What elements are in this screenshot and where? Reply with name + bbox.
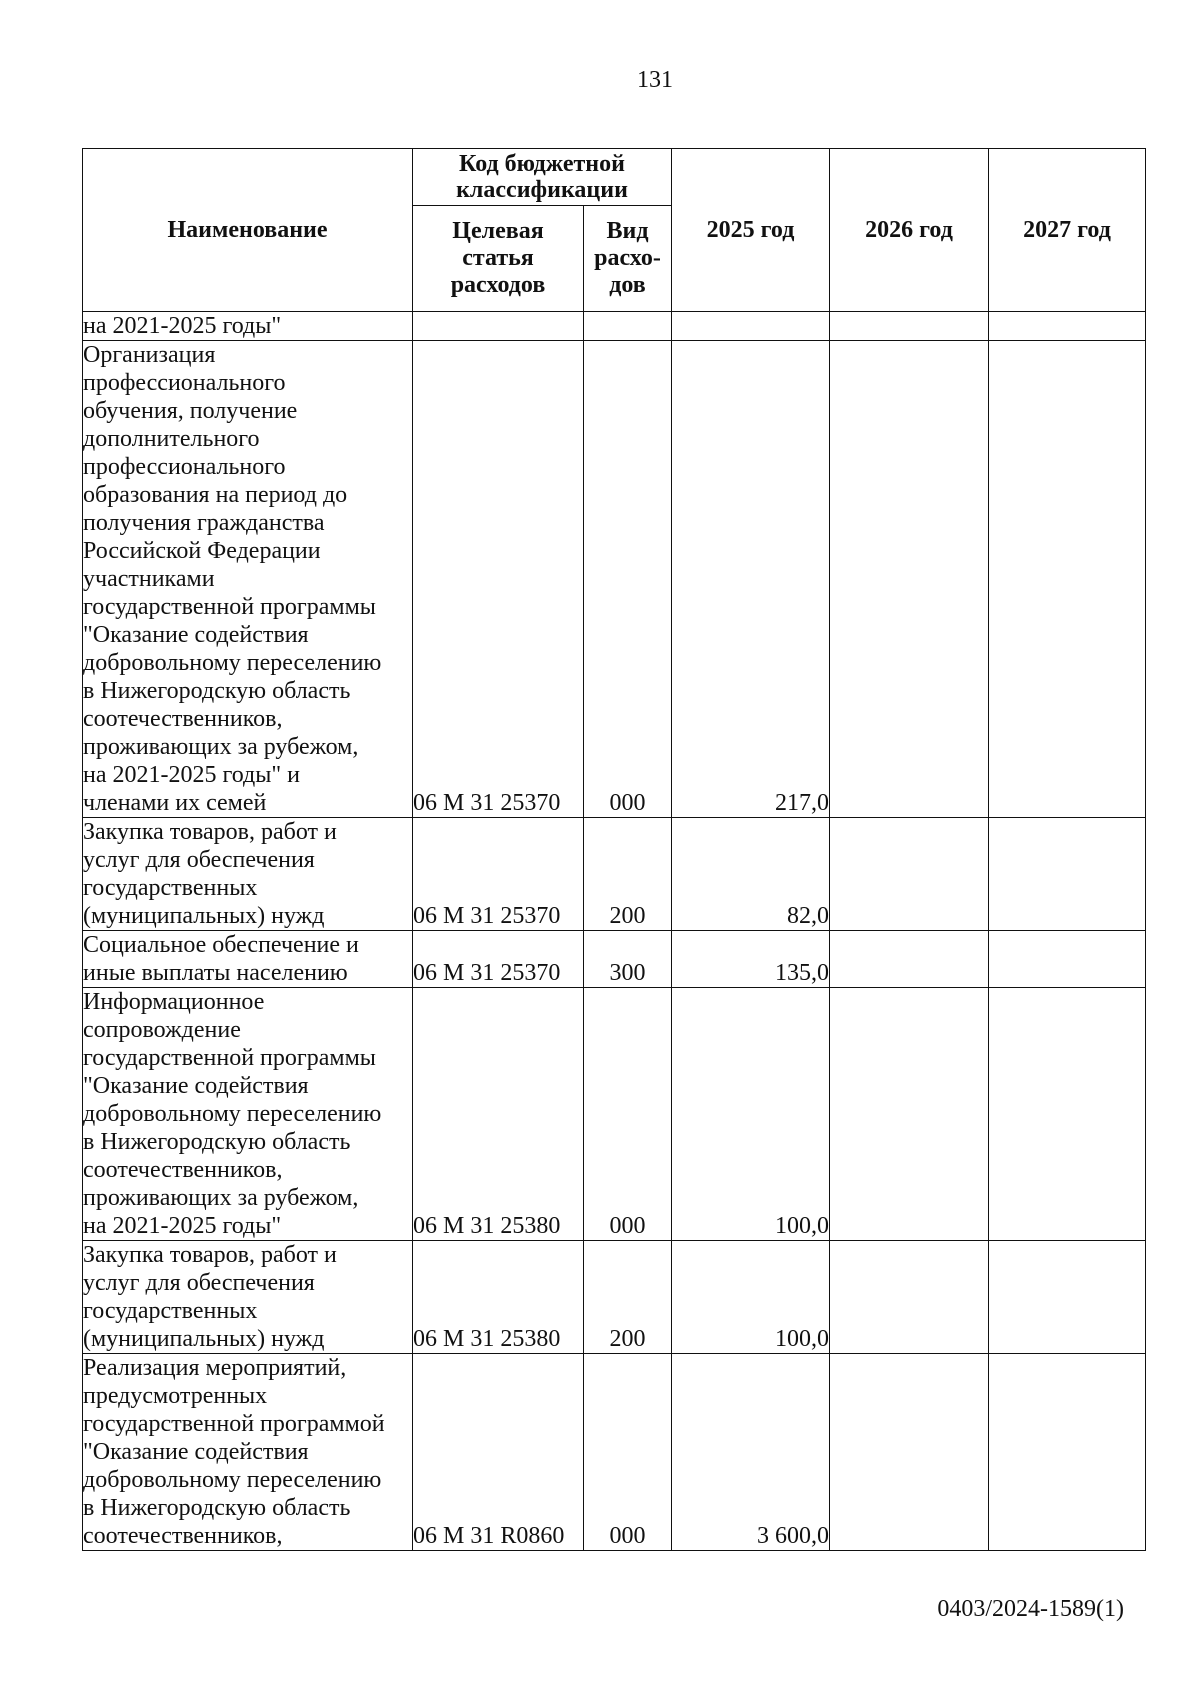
row-2027-cell [989, 312, 1146, 341]
row-2025-cell: 100,0 [672, 1241, 830, 1354]
row-2025-cell: 100,0 [672, 988, 830, 1241]
table-row [83, 818, 1146, 931]
row-target-cell: 06 М 31 25370 [413, 931, 584, 988]
table-body [83, 312, 1146, 1551]
row-name-cell: Закупка товаров, работ и услуг для обеспечения государственных (муниципальных) нужд [83, 818, 413, 931]
row-2026-cell [830, 818, 989, 931]
row-2026-cell [830, 312, 989, 341]
table-row [83, 988, 1146, 1241]
row-type-cell: 000 [584, 341, 672, 818]
row-name-cell: Закупка товаров, работ и услуг для обеспечения государственных (муниципальных) нужд [83, 1241, 413, 1354]
row-target-cell: 06 М 31 25380 [413, 1241, 584, 1354]
row-2026-cell [830, 931, 989, 988]
row-name-cell: Информационное сопровождение государственной программы "Оказание содействия добровольному переселению в Нижегородскую область соотечественников, проживающих за рубежом, на 2021-2025 годы" [83, 988, 413, 1241]
row-2027-cell [989, 341, 1146, 818]
row-type-cell: 200 [584, 1241, 672, 1354]
row-type-cell: 000 [584, 1354, 672, 1551]
row-2026-cell [830, 1354, 989, 1551]
row-2025-cell: 135,0 [672, 931, 830, 988]
header-year-2027: 2027 год [989, 149, 1146, 312]
header-year-2026: 2026 год [830, 149, 989, 312]
row-2027-cell [989, 818, 1146, 931]
header-target-article: Целевая статья расходов [413, 206, 584, 312]
row-name-cell: Социальное обеспечение и иные выплаты населению [83, 931, 413, 988]
row-2025-cell: 217,0 [672, 341, 830, 818]
table-header [83, 149, 1146, 312]
row-2026-cell [830, 341, 989, 818]
document-registration-code: 0403/2024-1589(1) [937, 1596, 1124, 1622]
header-expense-type: Вид расхо- дов [584, 206, 672, 312]
budget-table [82, 148, 1146, 1551]
row-2026-cell [830, 988, 989, 1241]
table-row [83, 931, 1146, 988]
row-2026-cell [830, 1241, 989, 1354]
row-target-cell [413, 312, 584, 341]
row-target-cell: 06 М 31 25370 [413, 341, 584, 818]
row-2027-cell [989, 1241, 1146, 1354]
row-target-cell: 06 М 31 25370 [413, 818, 584, 931]
row-name-cell: Реализация мероприятий, предусмотренных государственной программой "Оказание содействия добровольному переселению в Нижегородскую область соотечественников, [83, 1354, 413, 1551]
header-name: Наименование [83, 149, 413, 312]
row-type-cell: 200 [584, 818, 672, 931]
row-2025-cell [672, 312, 830, 341]
row-2025-cell: 3 600,0 [672, 1354, 830, 1551]
row-type-cell: 000 [584, 988, 672, 1241]
page-number: 131 [637, 67, 673, 93]
table-row [83, 341, 1146, 818]
table-row [83, 1241, 1146, 1354]
header-code-group: Код бюджетной классификации [413, 149, 672, 206]
row-target-cell: 06 М 31 R0860 [413, 1354, 584, 1551]
row-name-cell: на 2021-2025 годы" [83, 312, 413, 341]
row-target-cell: 06 М 31 25380 [413, 988, 584, 1241]
row-type-cell: 300 [584, 931, 672, 988]
row-name-cell: Организация профессионального обучения, получение дополнительного профессионального образования на период до получения гражданства Российской Федерации участниками государственной программы "Оказание содействия добровольному переселению в Нижегородскую область соотечественников, проживающих за рубежом, на 2021-2025 годы" и членами их семей [83, 341, 413, 818]
row-2027-cell [989, 988, 1146, 1241]
row-2027-cell [989, 1354, 1146, 1551]
table-row [83, 1354, 1146, 1551]
header-row-1 [83, 149, 1146, 206]
row-2027-cell [989, 931, 1146, 988]
header-year-2025: 2025 год [672, 149, 830, 312]
row-type-cell [584, 312, 672, 341]
table-row [83, 312, 1146, 341]
row-2025-cell: 82,0 [672, 818, 830, 931]
